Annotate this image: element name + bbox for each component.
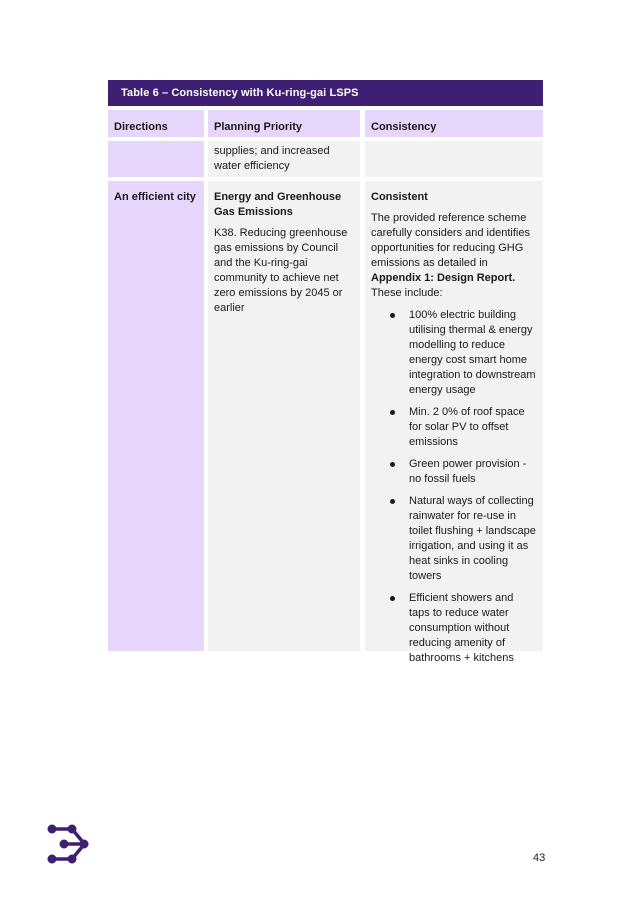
list-item: [371, 457, 537, 487]
bullet-text: Green power provision - no fossil fuels: [409, 458, 527, 485]
direction-cell: [108, 181, 204, 651]
bullet-icon: [390, 499, 395, 504]
consistency-bullet-list: [371, 308, 537, 666]
bullet-text: Efficient showers and taps to reduce water consumption without reducing amenity of bathrooms + kitchens: [409, 592, 514, 664]
header-consistency: Consistency: [365, 110, 543, 137]
brand-logo-icon: [47, 824, 91, 864]
planning-priority-cell: [208, 181, 360, 651]
bullet-text: Min. 2 0% of roof space for solar PV to offset emissions: [409, 406, 525, 448]
list-item: [371, 494, 537, 584]
continued-direction-cell: [108, 141, 204, 177]
bullet-icon: [390, 410, 395, 415]
continued-priority-text: supplies; and increased water efficiency: [214, 145, 330, 172]
bullet-icon: [390, 313, 395, 318]
direction-label: An efficient city: [114, 191, 196, 203]
consistency-tail: These include:: [371, 287, 443, 299]
header-planning-priority: Planning Priority: [208, 110, 360, 137]
page-number: 43: [533, 852, 546, 864]
bullet-text: 100% electric building utilising thermal & energy modelling to reduce energy cost smart home integration to downstream energy usage: [409, 309, 536, 396]
appendix-reference: Appendix 1: Design Report.: [371, 272, 516, 284]
consistency-status: Consistent: [371, 191, 428, 203]
consistency-description: [371, 211, 537, 301]
header-directions: Directions: [108, 110, 204, 137]
bullet-text: Natural ways of collecting rainwater for re-use in toilet flushing + landscape irrigation, and using it as heat sinks in cooling towers: [409, 495, 536, 582]
continued-consistency-cell: [365, 141, 543, 177]
bullet-icon: [390, 462, 395, 467]
list-item: [371, 591, 537, 666]
priority-text: K38. Reducing greenhouse gas emissions by Council and the Ku-ring-gai community to achieve net zero emissions by 2045 or earlier: [214, 227, 348, 314]
list-item: [371, 405, 537, 450]
table-title: Table 6 – Consistency with Ku-ring-gai LSPS: [108, 80, 543, 106]
continued-priority-cell: [208, 141, 360, 177]
bullet-icon: [390, 596, 395, 601]
priority-title: Energy and Greenhouse Gas Emissions: [214, 191, 342, 218]
consistency-cell: [365, 181, 543, 664]
consistency-intro: The provided reference scheme carefully considers and identifies opportunities for reducing GHG emissions as detailed in: [371, 212, 530, 269]
list-item: [371, 308, 537, 398]
